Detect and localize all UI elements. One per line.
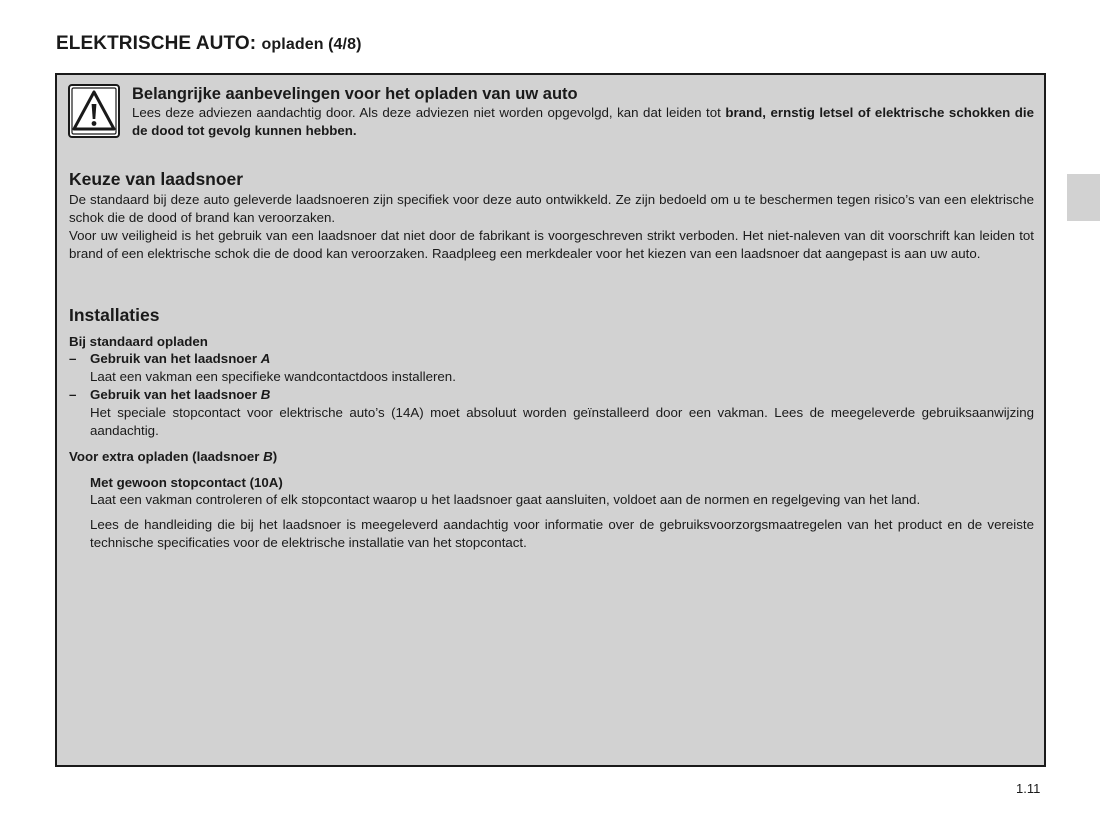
cable-a-title: Gebruik van het laadsnoer bbox=[90, 351, 261, 366]
cable-a-text: Laat een vakman een specifieke wandcontactdoos installeren. bbox=[90, 369, 456, 384]
handleiding-text: Lees de handleiding die bij het laadsnoer is meegeleverd aandachtig voor informatie over de gebruiksvoorzorgsmaatregelen van het product en de vereiste technische specificaties voor de elektrische installatie van het stopcontact. bbox=[90, 517, 1034, 550]
list-item-cable-b bbox=[69, 386, 1034, 440]
keuze-paragraph-2: Voor uw veiligheid is het gebruik van een laadsnoer dat niet door de fabrikant is voorgeschreven strikt verboden. Het niet-naleven van dit voorschrift kan leiden tot brand of een elektrische schok die de dood kan veroorzaken. Raadpleeg een merkdealer voor het kiezen van een laadsnoer dat aangepast is aan uw auto. bbox=[69, 228, 1034, 261]
page-number: 1.11 bbox=[1016, 781, 1041, 796]
extra-charging-heading bbox=[69, 448, 1034, 465]
warning-heading: Belangrijke aanbevelingen voor het opladen van uw auto bbox=[132, 85, 578, 103]
list-item-cable-a bbox=[69, 350, 1034, 386]
list-dash: – bbox=[69, 351, 77, 366]
gewoon-heading: Met gewoon stopcontact (10A) bbox=[90, 475, 283, 490]
side-tab-marker bbox=[1067, 174, 1100, 221]
page-title bbox=[56, 33, 362, 55]
warning-block bbox=[132, 84, 1034, 140]
keuze-heading: Keuze van laadsnoer bbox=[69, 169, 244, 189]
cable-b-title: Gebruik van het laadsnoer bbox=[90, 387, 261, 402]
warning-text bbox=[132, 104, 1034, 140]
cable-b-text: Het speciale stopcontact voor elektrische auto’s (14A) moet absoluut worden geïnstalleerd door een vakman. Lees de meegeleverde gebruiksaanwijzing aandachtig. bbox=[90, 405, 1034, 438]
warning-text-normal: Lees deze adviezen aandachtig door. Als deze adviezen niet worden opgevolgd, kan dat leiden tot bbox=[132, 105, 726, 120]
list-dash: – bbox=[69, 387, 77, 402]
page-title-sub: opladen (4/8) bbox=[261, 36, 362, 53]
extra-heading-letter: B bbox=[263, 449, 273, 464]
section-installaties bbox=[69, 305, 1034, 552]
cable-b-letter: B bbox=[260, 387, 271, 402]
section-keuze bbox=[69, 169, 1034, 263]
installaties-heading: Installaties bbox=[69, 305, 160, 325]
warning-triangle-icon bbox=[68, 84, 120, 138]
page-title-main: ELEKTRISCHE AUTO: bbox=[56, 33, 257, 54]
cable-a-letter: A bbox=[260, 351, 271, 366]
warning-panel bbox=[55, 73, 1046, 767]
keuze-paragraph-1: De standaard bij deze auto geleverde laadsnoeren zijn specifiek voor deze auto ontwikkeld. Ze zijn bedoeld om u te beschermen tegen risico’s van een elektrische schok die de dood of brand kan veroorzaken. bbox=[69, 192, 1034, 225]
extra-heading-post: ) bbox=[272, 449, 278, 464]
extra-heading-pre: Voor extra opladen (laadsnoer bbox=[69, 449, 264, 464]
standard-charging-heading: Bij standaard opladen bbox=[69, 334, 208, 349]
gewoon-block bbox=[69, 474, 1034, 552]
warning-text-bold: brand, ernstig letsel of elektrische schokken die de dood tot gevolg kunnen hebben. bbox=[132, 105, 1034, 138]
gewoon-text: Laat een vakman controleren of elk stopcontact waarop u het laadsnoer gaat aansluiten, voldoet aan de normen en regelgeving van het land. bbox=[90, 492, 921, 507]
